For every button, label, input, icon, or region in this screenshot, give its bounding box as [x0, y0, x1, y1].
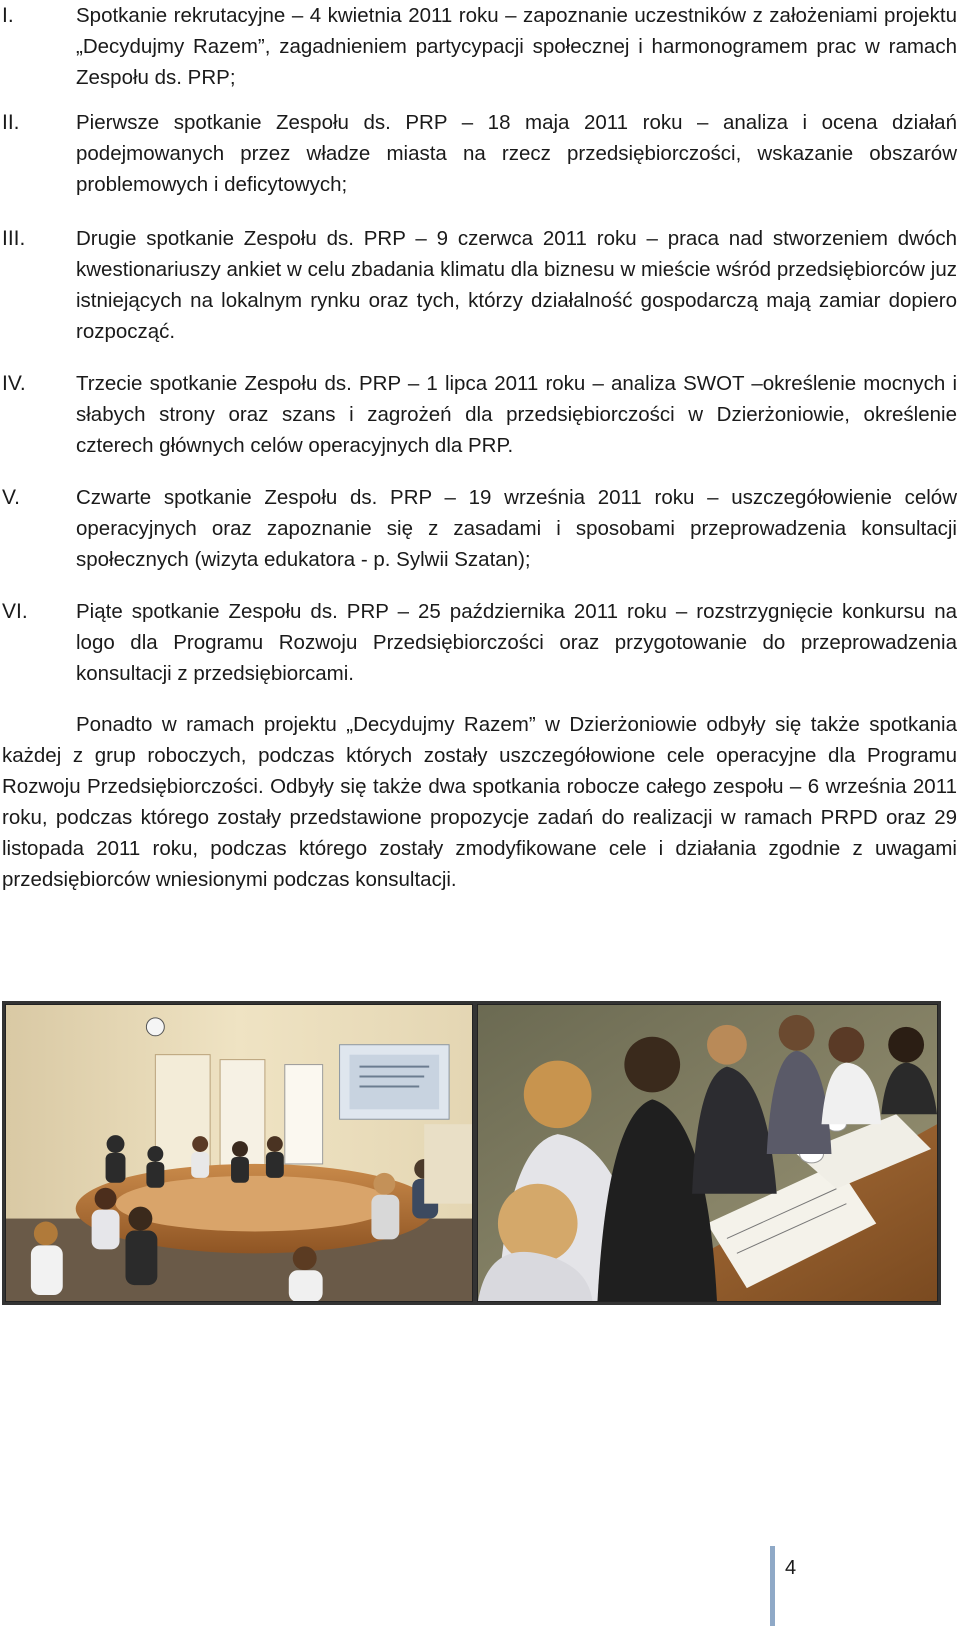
meeting-number: V. [2, 486, 20, 509]
meeting-text: Spotkanie rekrutacyjne – 4 kwietnia 2011 roku – zapoznanie uczestników z założeniami projektu „Decydujmy Razem”, zagadnieniem partycypacji społecznej i harmonogramem prac w ramach Zespołu ds. PRP; [76, 4, 957, 89]
meeting-room-image [6, 1005, 472, 1301]
meeting-text: Pierwsze spotkanie Zespołu ds. PRP – 18 maja 2011 roku – analiza i ocena działań podejmowanych przez władze miasta na rzecz przedsiębiorczości, wskazanie obszarów problemowych i deficytowych; [76, 111, 957, 196]
meeting-number: I. [2, 4, 14, 27]
meeting-text: Trzecie spotkanie Zespołu ds. PRP – 1 lipca 2011 roku – analiza SWOT –określenie mocnych i słabych strony oraz szans i zagrożeń dla przedsiębiorczości w Dzierżoniowie, określenie czterech głównych celów operacyjnych dla PRP. [76, 372, 957, 457]
meeting-text: Piąte spotkanie Zespołu ds. PRP – 25 października 2011 roku – rozstrzygnięcie konkursu na logo dla Programu Rozwoju Przedsiębiorczości oraz przygotowanie do przeprowadzenia konsultacji z przedsiębiorcami. [76, 600, 957, 685]
meeting-text: Drugie spotkanie Zespołu ds. PRP – 9 czerwca 2011 roku – praca nad stworzeniem dwóch kwestionariuszy ankiet w celu zbadania klimatu dla biznesu w mieście wśród przedsiębiorców juz istniejących na lokalnym rynku oraz tych, którzy działalność gospodarczą mają zamiar dopiero rozpocząć. [76, 227, 957, 343]
workshop-photo [477, 1004, 938, 1302]
summary-paragraph: Ponadto w ramach projektu „Decydujmy Razem” w Dzierżoniowie odbyły się także spotkania każdej z grup roboczych, podczas których zostały uszczegółowione cele operacyjne dla Programu Rozwoju Przedsiębiorczości. Odbyły się także dwa spotkania robocze całego zespołu – 6 września 2011 roku, podczas którego zostały przedstawione propozycje zadań do realizacji w ramach PRPD oraz 29 listopada 2011 roku, podczas którego zostały zmodyfikowane cele i działania zgodnie z uwagami przedsiębiorców wniesionymi podczas konsultacji. [2, 713, 957, 891]
meeting-number: II. [2, 111, 20, 134]
meeting-room-photo [5, 1004, 473, 1302]
meeting-number: IV. [2, 372, 26, 395]
footer-accent-bar [770, 1546, 775, 1626]
meeting-text: Czwarte spotkanie Zespołu ds. PRP – 19 września 2011 roku – uszczegółowienie celów operacyjnych oraz zapoznanie się z zasadami i sposobami przeprowadzenia konsultacji społecznych (wizyta edukatora - p. Sylwii Szatan); [76, 486, 957, 571]
workshop-image [478, 1005, 937, 1301]
meeting-number: VI. [2, 600, 28, 623]
page-number: 4 [785, 1557, 797, 1579]
meeting-number: III. [2, 227, 26, 250]
